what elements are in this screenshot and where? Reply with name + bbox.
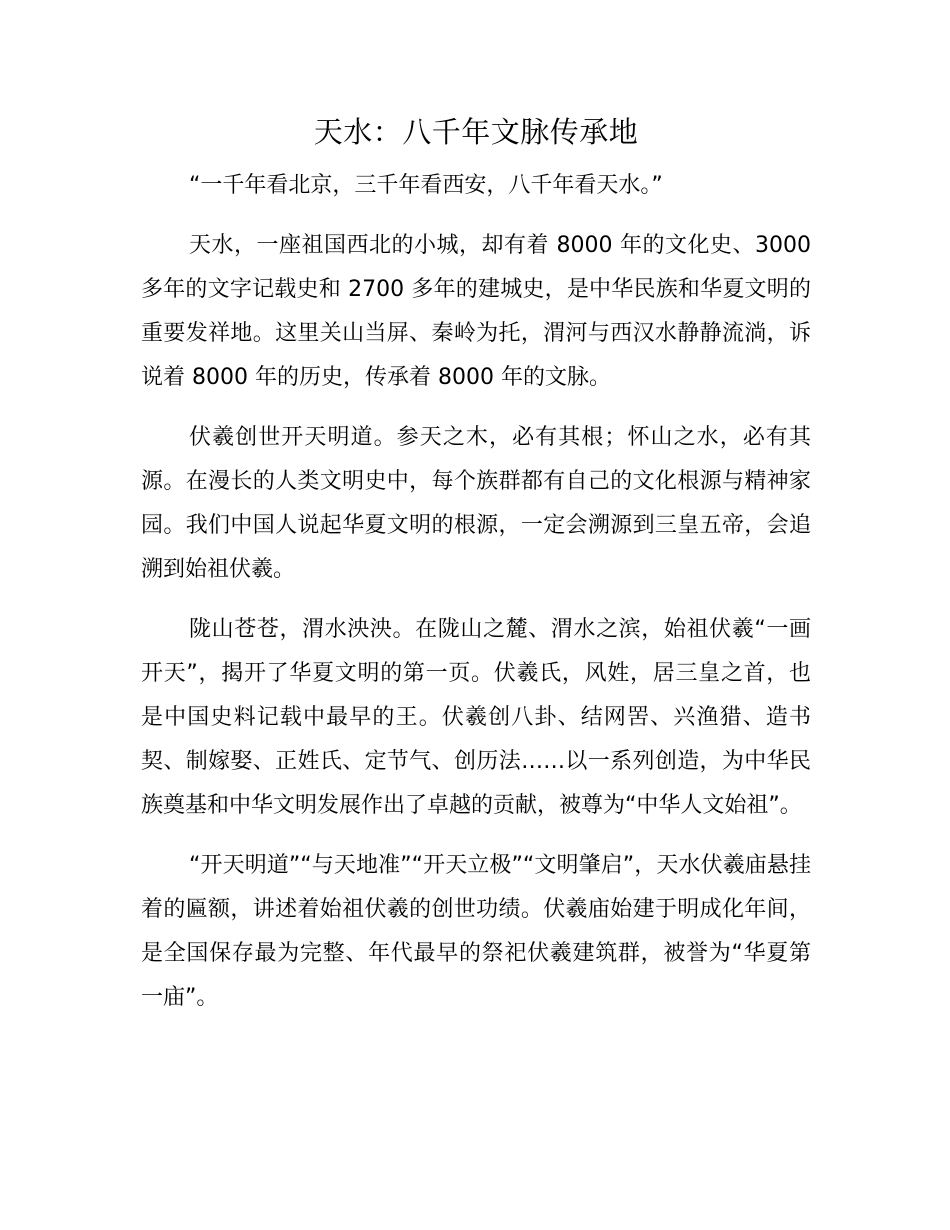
paragraph-fuxi-origin: 伏羲创世开天明道。参天之木，必有其根；怀山之水，必有其源。在漫长的人类文明史中，每个族群都有自己的文化根源与精神家园。我们中国人说起华夏文明的根源，一定会溯源到三皇五帝，会追溯到始祖伏羲。 <box>141 425 811 582</box>
paragraph-intro: 天水，一座祖国西北的小城，却有着 8000 年的文化史、3000 多年的文字记载史和 2700 多年的建城史，是中华民族和华夏文明的重要发祥地。这里关山当屏、秦岭为托，渭河与西汉水静静流淌，诉说着 8000 年的历史，传承着 8000 年的文脉。 <box>141 233 811 390</box>
paragraph-fuxi-temple: “开天明道”“与天地准”“开天立极”“文明肇启”，天水伏羲庙悬挂着的匾额，讲述着始祖伏羲的创世功绩。伏羲庙始建于明成化年间，是全国保存最为完整、年代最早的祭祀伏羲建筑群，被誉为“华夏第一庙”。 <box>141 853 811 1010</box>
document-title: 天水：八千年文脉传承地 <box>313 115 639 149</box>
paragraph-fuxi-achievements: 陇山苍苍，渭水泱泱。在陇山之麓、渭水之滨，始祖伏羲“一画开天”，揭开了华夏文明的第一页。伏羲氏，风姓，居三皇之首，也是中国史料记载中最早的王。伏羲创八卦、结网罟、兴渔猎、造书契、制嫁娶、正姓氏、定节气、创历法……以一系列创造，为中华民族奠基和中华文明发展作出了卓越的贡献，被尊为“中华人文始祖”。 <box>141 617 811 818</box>
document-page <box>141 108 811 1036</box>
paragraph-quote: “一千年看北京，三千年看西安，八千年看天水。” <box>189 173 663 198</box>
